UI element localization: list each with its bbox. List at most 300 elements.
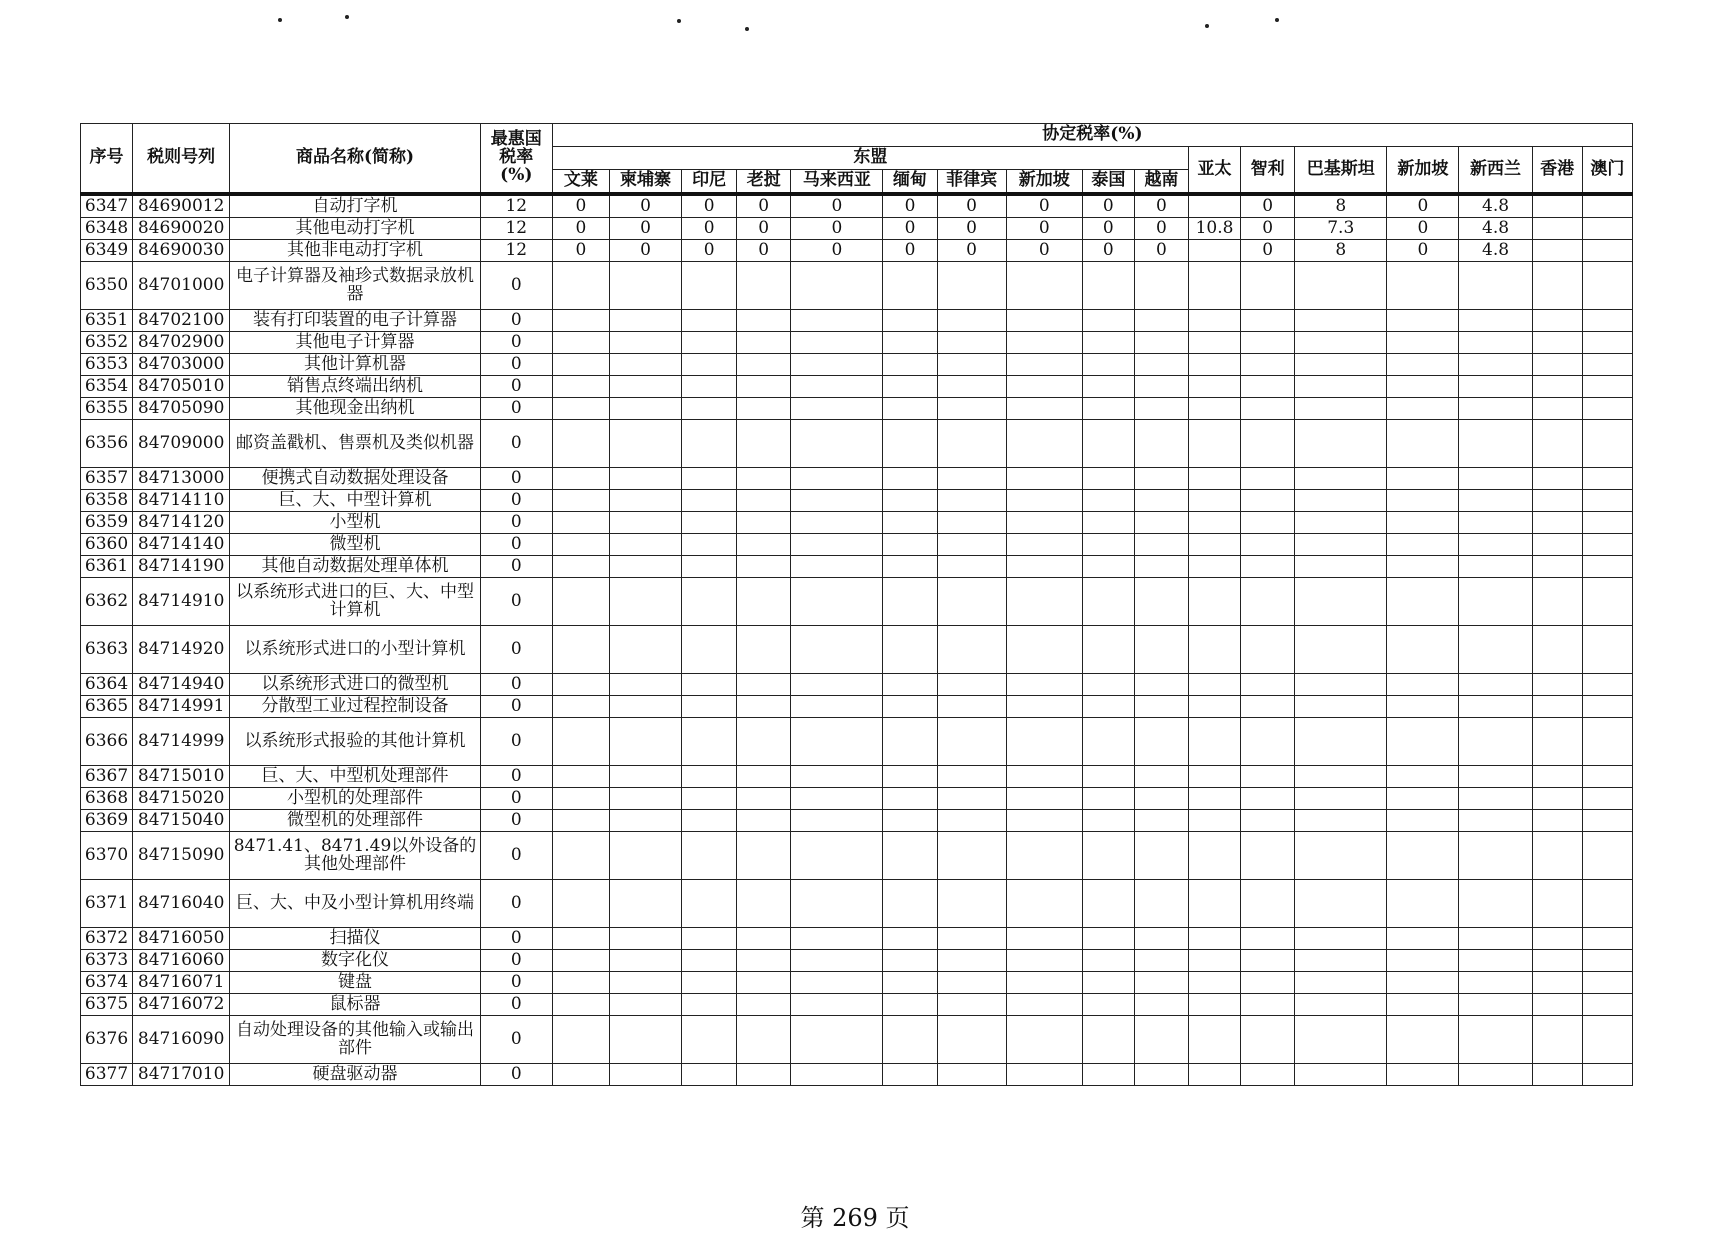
agreement-rate-cell [1582,534,1632,556]
asean-rate-cell [737,468,791,490]
agreement-rate-cell [1295,490,1387,512]
agreement-rate-cell [1295,398,1387,420]
asean-rate-cell [1134,1064,1188,1086]
table-row [81,398,1633,420]
asean-rate-cell [1082,766,1134,788]
table-row [81,310,1633,332]
asean-rate-cell [609,534,681,556]
mfn-cell: 0 [480,512,552,534]
asean-rate-cell [1134,468,1188,490]
agreement-rate-cell [1241,398,1295,420]
asean-rate-cell: 0 [1134,194,1188,218]
asean-rate-cell [552,696,609,718]
agreement-rate-cell [1459,718,1532,766]
col-header-philippines: 菲律宾 [937,170,1006,195]
seq-cell: 6372 [81,928,133,950]
name-cell: 以系统形式进口的小型计算机 [230,626,480,674]
agreement-rate-cell [1582,788,1632,810]
name-cell: 以系统形式进口的巨、大、中型计算机 [230,578,480,626]
asean-rate-cell [1006,1016,1082,1064]
asean-rate-cell [1006,674,1082,696]
agreement-rate-cell [1188,788,1240,810]
asean-rate-cell [552,788,609,810]
agreement-rate-cell: 0 [1387,194,1459,218]
asean-rate-cell [791,766,883,788]
asean-rate-cell [937,262,1006,310]
asean-rate-cell [552,310,609,332]
agreement-rate-cell [1532,194,1582,218]
asean-rate-cell [552,1016,609,1064]
agreement-rate-cell [1188,556,1240,578]
agreement-rate-cell [1188,512,1240,534]
asean-rate-cell [737,880,791,928]
asean-rate-cell [737,1064,791,1086]
asean-rate-cell [1006,788,1082,810]
agreement-rate-cell [1188,310,1240,332]
asean-rate-cell: 0 [1082,194,1134,218]
agreement-rate-cell [1532,218,1582,240]
code-cell: 84714910 [133,578,230,626]
asean-rate-cell [883,332,937,354]
asean-rate-cell [937,972,1006,994]
asean-rate-cell [682,354,737,376]
agreement-rate-cell [1295,626,1387,674]
asean-rate-cell [682,788,737,810]
seq-cell: 6351 [81,310,133,332]
col-header-macau: 澳门 [1582,147,1632,195]
asean-rate-cell [883,994,937,1016]
agreement-rate-cell [1532,490,1582,512]
seq-cell: 6363 [81,626,133,674]
asean-rate-cell [1006,354,1082,376]
agreement-rate-cell [1459,534,1532,556]
asean-rate-cell [1134,810,1188,832]
agreement-rate-cell [1241,354,1295,376]
asean-rate-cell [552,832,609,880]
asean-rate-cell [1006,262,1082,310]
agreement-rate-cell [1532,718,1582,766]
agreement-rate-cell: 4.8 [1459,194,1532,218]
agreement-rate-cell [1295,578,1387,626]
agreement-rate-cell [1582,512,1632,534]
asean-rate-cell [937,332,1006,354]
agreement-rate-cell [1188,832,1240,880]
seq-cell: 6348 [81,218,133,240]
asean-rate-cell [1006,534,1082,556]
asean-rate-cell [1134,420,1188,468]
agreement-rate-cell [1532,766,1582,788]
asean-rate-cell [1082,626,1134,674]
asean-rate-cell [883,718,937,766]
asean-rate-cell [1006,420,1082,468]
asean-rate-cell: 0 [682,240,737,262]
asean-rate-cell [937,310,1006,332]
asean-rate-cell [682,1016,737,1064]
agreement-rate-cell [1532,626,1582,674]
table-row [81,262,1633,310]
asean-rate-cell [791,950,883,972]
name-cell: 巨、大、中型计算机 [230,490,480,512]
name-cell: 其他计算机器 [230,354,480,376]
agreement-rate-cell [1387,626,1459,674]
asean-rate-cell [937,880,1006,928]
asean-rate-cell [883,810,937,832]
agreement-rate-cell: 0 [1241,194,1295,218]
agreement-rate-cell [1295,332,1387,354]
asean-rate-cell [552,950,609,972]
mfn-cell: 0 [480,718,552,766]
asean-rate-cell [937,556,1006,578]
agreement-rate-cell [1532,310,1582,332]
mfn-cell: 0 [480,468,552,490]
mfn-cell: 0 [480,832,552,880]
seq-cell: 6377 [81,1064,133,1086]
agreement-rate-cell [1532,788,1582,810]
mfn-cell: 0 [480,810,552,832]
mfn-cell: 0 [480,578,552,626]
asean-rate-cell [791,556,883,578]
asean-rate-cell [1006,332,1082,354]
agreement-rate-cell [1582,490,1632,512]
asean-rate-cell [791,534,883,556]
asean-rate-cell [552,810,609,832]
seq-cell: 6350 [81,262,133,310]
table-row [81,556,1633,578]
asean-rate-cell: 0 [791,194,883,218]
col-header-hong-kong: 香港 [1532,147,1582,195]
agreement-rate-cell [1188,880,1240,928]
agreement-rate-cell [1459,332,1532,354]
asean-rate-cell: 0 [682,194,737,218]
agreement-rate-cell [1188,810,1240,832]
agreement-rate-cell [1387,674,1459,696]
asean-rate-cell [883,674,937,696]
agreement-rate-cell [1295,262,1387,310]
agreement-rate-cell: 4.8 [1459,218,1532,240]
agreement-rate-cell [1582,194,1632,218]
asean-rate-cell [883,420,937,468]
agreement-rate-cell [1241,490,1295,512]
agreement-rate-cell [1387,376,1459,398]
asean-rate-cell [791,880,883,928]
agreement-rate-cell [1459,556,1532,578]
code-cell: 84714110 [133,490,230,512]
asean-rate-cell [883,262,937,310]
agreement-rate-cell [1188,420,1240,468]
code-cell: 84703000 [133,354,230,376]
tariff-table [80,123,1633,1086]
agreement-rate-cell [1387,1064,1459,1086]
asean-rate-cell [937,468,1006,490]
agreement-rate-cell [1387,398,1459,420]
asean-rate-cell [1082,332,1134,354]
asean-rate-cell [1006,832,1082,880]
agreement-rate-cell [1387,972,1459,994]
asean-rate-cell [552,626,609,674]
table-row [81,376,1633,398]
agreement-rate-cell [1387,950,1459,972]
agreement-rate-cell [1241,556,1295,578]
agreement-rate-cell [1188,332,1240,354]
asean-rate-cell [937,1016,1006,1064]
agreement-rate-cell [1295,310,1387,332]
agreement-rate-cell [1241,512,1295,534]
asean-rate-cell [1134,832,1188,880]
asean-rate-cell [937,512,1006,534]
asean-rate-cell [552,468,609,490]
code-cell: 84690020 [133,218,230,240]
mfn-cell: 0 [480,1064,552,1086]
asean-rate-cell [1082,578,1134,626]
asean-rate-cell [1006,810,1082,832]
agreement-rate-cell [1387,718,1459,766]
asean-rate-cell [1082,490,1134,512]
asean-rate-cell: 0 [737,194,791,218]
asean-rate-cell [737,674,791,696]
asean-rate-cell [1006,310,1082,332]
asean-rate-cell [1006,376,1082,398]
asean-rate-cell: 0 [609,240,681,262]
asean-rate-cell [682,534,737,556]
agreement-rate-cell [1532,332,1582,354]
asean-rate-cell [1082,512,1134,534]
agreement-rate-cell [1295,354,1387,376]
agreement-rate-cell [1532,556,1582,578]
seq-cell: 6352 [81,332,133,354]
asean-rate-cell: 0 [791,240,883,262]
agreement-rate-cell: 10.8 [1188,218,1240,240]
asean-rate-cell: 0 [737,218,791,240]
agreement-rate-cell [1387,512,1459,534]
asean-rate-cell [609,674,681,696]
agreement-rate-cell: 0 [1241,240,1295,262]
code-cell: 84714190 [133,556,230,578]
asean-rate-cell [552,534,609,556]
agreement-rate-cell [1241,880,1295,928]
agreement-rate-cell [1582,1064,1632,1086]
asean-rate-cell [682,556,737,578]
asean-rate-cell [791,810,883,832]
agreement-rate-cell [1582,626,1632,674]
agreement-rate-cell [1387,354,1459,376]
asean-rate-cell [552,354,609,376]
asean-rate-cell [682,674,737,696]
agreement-rate-cell [1582,578,1632,626]
agreement-rate-cell [1188,972,1240,994]
mfn-cell: 0 [480,556,552,578]
asean-rate-cell: 0 [883,194,937,218]
agreement-rate-cell [1295,512,1387,534]
seq-cell: 6357 [81,468,133,490]
seq-cell: 6374 [81,972,133,994]
asean-rate-cell: 0 [609,194,681,218]
agreement-rate-cell [1241,766,1295,788]
col-header-singapore: 新加坡 [1387,147,1459,195]
agreement-rate-cell [1387,310,1459,332]
asean-rate-cell [937,534,1006,556]
agreement-rate-cell [1241,262,1295,310]
agreement-rate-cell [1582,994,1632,1016]
agreement-rate-cell [1582,468,1632,490]
asean-rate-cell [682,696,737,718]
asean-rate-cell [937,490,1006,512]
agreement-rate-cell [1188,262,1240,310]
table-row [81,696,1633,718]
name-cell: 数字化仪 [230,950,480,972]
agreement-rate-cell [1532,578,1582,626]
seq-cell: 6353 [81,354,133,376]
code-cell: 84690030 [133,240,230,262]
agreement-rate-cell [1241,534,1295,556]
asean-rate-cell [609,354,681,376]
agreement-rate-cell [1582,420,1632,468]
asean-rate-cell [737,766,791,788]
asean-rate-cell [1006,398,1082,420]
asean-rate-cell [791,788,883,810]
asean-rate-cell [1006,556,1082,578]
mfn-cell: 0 [480,626,552,674]
agreement-rate-cell [1532,1064,1582,1086]
table-row [81,674,1633,696]
asean-rate-cell [791,490,883,512]
agreement-rate-cell [1459,928,1532,950]
asean-rate-cell [791,696,883,718]
agreement-rate-cell: 0 [1387,240,1459,262]
seq-cell: 6355 [81,398,133,420]
asean-rate-cell [737,376,791,398]
agreement-rate-cell [1241,994,1295,1016]
mfn-cell: 0 [480,420,552,468]
agreement-rate-cell [1459,880,1532,928]
agreement-rate-cell [1387,880,1459,928]
asean-rate-cell [1082,788,1134,810]
name-cell: 鼠标器 [230,994,480,1016]
col-header-asean: 东盟 [552,147,1188,170]
agreement-rate-cell [1387,928,1459,950]
asean-rate-cell [682,832,737,880]
name-cell: 邮资盖戳机、售票机及类似机器 [230,420,480,468]
agreement-rate-cell [1532,674,1582,696]
col-header-pakistan: 巴基斯坦 [1295,147,1387,195]
agreement-rate-cell [1582,354,1632,376]
asean-rate-cell [737,810,791,832]
asean-rate-cell [1006,994,1082,1016]
asean-rate-cell [937,420,1006,468]
seq-cell: 6359 [81,512,133,534]
col-header-apta: 亚太 [1188,147,1240,195]
agreement-rate-cell [1459,468,1532,490]
asean-rate-cell: 0 [937,194,1006,218]
agreement-rate-cell [1532,534,1582,556]
name-cell: 分散型工业过程控制设备 [230,696,480,718]
asean-rate-cell [1082,994,1134,1016]
asean-rate-cell [1134,928,1188,950]
table-row [81,420,1633,468]
agreement-rate-cell [1459,354,1532,376]
agreement-rate-cell [1188,674,1240,696]
code-cell: 84714120 [133,512,230,534]
asean-rate-cell: 0 [1006,218,1082,240]
agreement-rate-cell [1241,626,1295,674]
agreement-rate-cell [1241,310,1295,332]
agreement-rate-cell [1188,1064,1240,1086]
asean-rate-cell [1006,490,1082,512]
seq-cell: 6370 [81,832,133,880]
table-row [81,626,1633,674]
agreement-rate-cell [1459,490,1532,512]
agreement-rate-cell [1459,578,1532,626]
agreement-rate-cell [1532,696,1582,718]
scan-speck [1275,18,1279,22]
asean-rate-cell [791,354,883,376]
scan-specks [0,0,1710,120]
agreement-rate-cell [1459,626,1532,674]
name-cell: 键盘 [230,972,480,994]
asean-rate-cell [1134,512,1188,534]
mfn-cell: 0 [480,376,552,398]
agreement-rate-cell [1188,534,1240,556]
asean-rate-cell [682,332,737,354]
seq-cell: 6358 [81,490,133,512]
table-row [81,218,1633,240]
asean-rate-cell [1134,972,1188,994]
asean-rate-cell: 0 [937,218,1006,240]
seq-cell: 6347 [81,194,133,218]
table-row [81,1064,1633,1086]
name-cell: 巨、大、中及小型计算机用终端 [230,880,480,928]
asean-rate-cell [937,398,1006,420]
agreement-rate-cell [1188,398,1240,420]
agreement-rate-cell [1387,994,1459,1016]
agreement-rate-cell [1532,376,1582,398]
agreement-rate-cell [1188,950,1240,972]
agreement-rate-cell [1188,240,1240,262]
code-cell: 84701000 [133,262,230,310]
seq-cell: 6362 [81,578,133,626]
agreement-rate-cell [1188,578,1240,626]
agreement-rate-cell [1532,950,1582,972]
agreement-rate-cell [1241,332,1295,354]
asean-rate-cell [1134,880,1188,928]
agreement-rate-cell [1295,718,1387,766]
asean-rate-cell [1006,972,1082,994]
agreement-rate-cell [1295,994,1387,1016]
asean-rate-cell [1082,928,1134,950]
asean-rate-cell [937,1064,1006,1086]
asean-rate-cell [552,1064,609,1086]
asean-rate-cell: 0 [791,218,883,240]
col-header-indonesia: 印尼 [682,170,737,195]
mfn-cell: 0 [480,972,552,994]
agreement-rate-cell [1295,420,1387,468]
code-cell: 84709000 [133,420,230,468]
asean-rate-cell [737,578,791,626]
asean-rate-cell [737,512,791,534]
col-header-cambodia: 柬埔寨 [609,170,681,195]
agreement-rate-cell [1582,1016,1632,1064]
asean-rate-cell [609,468,681,490]
asean-rate-cell [682,994,737,1016]
asean-rate-cell [883,534,937,556]
asean-rate-cell [609,578,681,626]
mfn-cell: 12 [480,240,552,262]
asean-rate-cell [1134,788,1188,810]
seq-cell: 6360 [81,534,133,556]
asean-rate-cell [883,950,937,972]
agreement-rate-cell [1532,928,1582,950]
agreement-rate-cell [1387,766,1459,788]
code-cell: 84715090 [133,832,230,880]
